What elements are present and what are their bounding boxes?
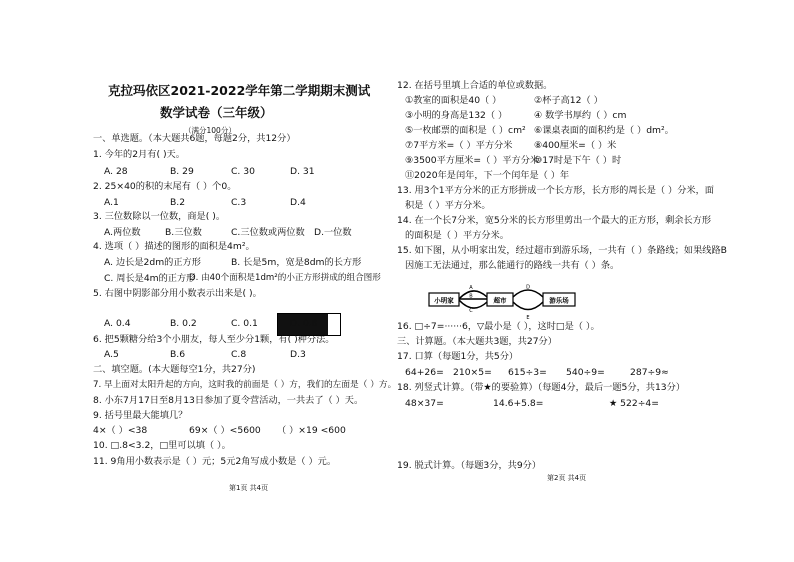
- question-11: 11. 9角用小数表示是（ ）元；5元2角写成小数是（ ）元。: [93, 456, 337, 467]
- exam-subtitle: 数学试卷（三年级）: [160, 105, 273, 120]
- q5-option-a: A. 0.4: [104, 318, 131, 329]
- question-14-line-2: 的面积是（ ）平方分米。: [405, 230, 509, 241]
- question-14-line-1: 14. 在一个长7分米，宽5分米的长方形里剪出一个最大的正方形，剩余长方形: [397, 215, 712, 226]
- q12-item-1: ①教室的面积是40（ ）: [405, 95, 502, 106]
- exam-page-right-lower: [397, 0, 777, 562]
- q9-item-2: 69×（ ）<5600: [189, 425, 261, 436]
- q4-option-a: A. 边长是2dm的正方形: [104, 257, 201, 268]
- q4-option-c: C. 周长是4m的正方形: [104, 273, 196, 284]
- q2-option-b: B.2: [170, 197, 186, 208]
- route-a-label: A: [469, 285, 473, 291]
- q4-option-d: D. 由40个面积是1dm²的小正方形拼成的组合图形: [189, 273, 381, 283]
- q17-item-4: 540÷9=: [566, 367, 605, 378]
- route-d-label: D: [526, 284, 530, 291]
- question-18: 18. 列竖式计算。（带★的要验算）（每题4分，最后一题5分，共13分）: [397, 382, 686, 393]
- q12-item-5: ⑤一枚邮票的面积是（ ）cm²: [405, 125, 526, 136]
- q6-option-c: C.8: [231, 349, 247, 360]
- q9-item-3: （ ）×19 <600: [277, 425, 346, 436]
- question-3: 3. 三位数除以一位数，商是( )。: [93, 211, 226, 222]
- question-6: 6. 把5颗糖分给3个小朋友，每人至少分1颗，有( )种分法。: [93, 334, 335, 345]
- question-12: 12. 在括号里填上合适的单位或数据。: [397, 80, 553, 91]
- exam-title: 克拉玛依区2021-2022学年第二学期期末测试: [108, 83, 371, 98]
- section-2-heading: 二、填空题。(本大题每空1分，共27分): [93, 364, 256, 375]
- q18-item-3: ★ 522÷4=: [609, 398, 659, 409]
- route-b-label: B: [469, 293, 473, 300]
- q1-option-a: A. 28: [104, 166, 128, 177]
- q6-option-b: B.6: [170, 349, 186, 360]
- q12-item-6: ⑥课桌表面的面积约是（ ）dm²。: [534, 125, 674, 136]
- q4-option-b: B. 长是5m，宽是8dm的长方形: [231, 257, 362, 268]
- q17-item-1: 64+26=: [405, 367, 444, 378]
- question-1: 1. 今年的2月有( )天。: [93, 149, 185, 160]
- home-label: 小明家: [434, 296, 454, 305]
- q2-option-d: D.4: [290, 197, 306, 208]
- question-15-line-1: 15. 如下图，从小明家出发，经过超市到游乐场，一共有（ ）条路线；如果线路B: [397, 245, 727, 256]
- q2-option-c: C.3: [231, 197, 247, 208]
- page-footer-left: 第1页 共4页: [229, 484, 269, 492]
- section-3-heading: 三、计算题。（本大题共3题，共27分）: [397, 336, 557, 347]
- section-1-heading: 一、单选题。（本大题共6题，每题2分，共12分）: [93, 133, 296, 144]
- score-note: （满分100分）: [184, 126, 236, 135]
- park-label: 游乐场: [549, 296, 569, 305]
- q6-option-d: D.3: [290, 349, 306, 360]
- question-8: 8. 小东7月17日至8月13日参加了夏令营活动，一共去了（ ）天。: [93, 395, 364, 406]
- q12-item-8: ⑧400厘米=（ ）米: [534, 140, 617, 151]
- question-9: 9. 括号里最大能填几？: [93, 410, 188, 421]
- q2-option-a: A.1: [104, 197, 119, 208]
- q3-option-b: B.三位数: [165, 227, 202, 238]
- q5-option-c: C. 0.1: [231, 318, 258, 329]
- q12-item-11: ⑪2020年是闰年，下一个闰年是（ ）年: [405, 170, 570, 181]
- question-5: 5. 右图中阴影部分用小数表示出来是( )。: [93, 288, 262, 299]
- question-17: 17. 口算（每题1分，共5分）: [397, 351, 519, 362]
- q12-item-9: ⑨3500平方厘米=（ ）平方分米: [405, 155, 540, 166]
- q6-option-a: A.5: [104, 349, 119, 360]
- question-7: 7. 早上面对太阳升起的方向，这时我的前面是（ ）方，我们的左面是（ ）方。: [93, 380, 397, 390]
- question-2: 2. 25×40的积的末尾有（ ）个0。: [93, 181, 237, 192]
- q18-item-2: 14.6+5.8=: [493, 398, 544, 409]
- question-15-line-2: 因施工无法通过，那么能通行的路线一共有（ ）条。: [405, 260, 620, 271]
- question-19: 19. 脱式计算。（每题3分，共9分）: [397, 460, 542, 471]
- q9-item-1: 4×（ ）<38: [93, 425, 148, 436]
- q5-option-b: B. 0.2: [170, 318, 197, 329]
- q12-item-2: ②杯子高12（ ）: [534, 95, 603, 106]
- q18-item-1: 48×37=: [405, 398, 444, 409]
- q17-item-2: 210×5=: [453, 367, 492, 378]
- route-e-label: E: [526, 315, 530, 321]
- q1-option-b: B. 29: [170, 166, 194, 177]
- q12-item-7: ⑦7平方米=（ ）平方分米: [405, 140, 513, 151]
- q3-option-d: D.一位数: [314, 227, 352, 238]
- question-16: 16. □÷7=······6，▽最小是（ ），这时□是（ ）。: [397, 321, 600, 332]
- route-c-label: C: [469, 308, 473, 314]
- q5-option-d: D. 0.8: [290, 318, 318, 329]
- market-label: 超市: [493, 296, 507, 305]
- q1-option-c: C. 30: [231, 166, 255, 177]
- q1-option-d: D. 31: [290, 166, 315, 177]
- q17-item-3: 615÷3=: [508, 367, 547, 378]
- page-footer-right: 第2页 共4页: [547, 474, 587, 482]
- question-10: 10. □.8<3.2，□里可以填（ ）。: [93, 440, 231, 451]
- q12-item-10: ⑩17时是下午（ ）时: [534, 155, 622, 166]
- q17-item-5: 287÷9≈: [630, 367, 669, 378]
- q3-option-c: C.三位数或两位数: [231, 227, 305, 238]
- q3-option-a: A.两位数: [104, 227, 141, 238]
- question-4: 4. 选项（ ）描述的图形的面积是4m²。: [93, 241, 255, 252]
- question-13-line-2: 积是（ ）平方分米。: [405, 200, 491, 211]
- q12-item-4: ④ 数学书厚约（ ）cm: [534, 110, 627, 121]
- q12-item-3: ③小明的身高是132（ ）: [405, 110, 508, 121]
- question-13-line-1: 13. 用3个1平方分米的正方形拼成一个长方形，长方形的周长是（ ）分米，面: [397, 185, 714, 196]
